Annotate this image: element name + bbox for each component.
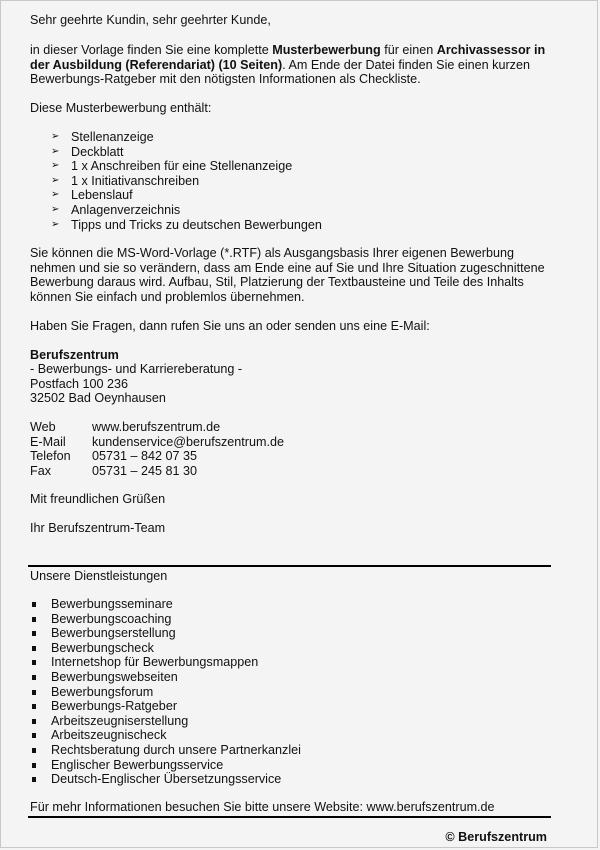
list-item-label: Bewerbungs-Ratgeber <box>51 699 178 714</box>
intro-text: in dieser Vorlage finden Sie eine komplette <box>30 43 273 57</box>
square-bullet-icon <box>32 617 36 622</box>
company-address-line1: Postfach 100 236 <box>30 377 129 391</box>
questions-text: Haben Sie Fragen, dann rufen Sie uns an oder senden uns eine E-Mail: <box>30 319 430 333</box>
list-item-label: Deutsch-Englischer Übersetzungsservice <box>51 772 282 787</box>
salutation: Sehr geehrte Kundin, sehr geehrter Kunde, <box>30 13 271 27</box>
contents-heading: Diese Musterbewerbung enthält: <box>30 101 212 115</box>
divider-bottom <box>28 816 551 818</box>
list-item <box>30 758 301 773</box>
closing: Mit freundlichen Grüßen <box>30 492 166 506</box>
arrow-bullet-icon: ➢ <box>51 174 60 186</box>
services-heading: Unsere Dienstleistungen <box>30 569 168 583</box>
list-item <box>51 203 322 218</box>
square-bullet-icon <box>32 690 36 695</box>
contact-fax <box>30 464 197 479</box>
arrow-bullet-icon: ➢ <box>51 203 60 215</box>
company-address-line2: 32502 Bad Oeynhausen <box>30 391 166 405</box>
list-item-label: Internetshop für Bewerbungsmappen <box>51 655 259 670</box>
square-bullet-icon <box>32 733 36 738</box>
list-item-label: Englischer Bewerbungsservice <box>51 757 224 772</box>
list-item <box>30 728 301 743</box>
list-item <box>30 714 301 729</box>
list-item <box>30 655 301 670</box>
square-bullet-icon <box>32 763 36 768</box>
website-link[interactable]: www.berufszentrum.de <box>92 420 221 434</box>
list-item-label: 1 x Initiativanschreiben <box>71 173 200 188</box>
contact-email <box>30 435 284 450</box>
list-item <box>30 772 301 787</box>
arrow-bullet-icon: ➢ <box>51 160 60 172</box>
list-item-label: Arbeitszeugnischeck <box>51 728 167 743</box>
square-bullet-icon <box>32 748 36 753</box>
arrow-bullet-icon: ➢ <box>51 131 60 142</box>
list-item <box>51 159 322 174</box>
list-item-label: Bewerbungswebseiten <box>51 669 178 684</box>
list-item-label: Stellenanzeige <box>71 130 154 144</box>
contact-web <box>30 420 220 435</box>
contents-list <box>51 130 322 232</box>
arrow-bullet-icon: ➢ <box>51 145 60 157</box>
list-item <box>30 699 301 714</box>
list-item-label: Lebenslauf <box>71 188 133 203</box>
usage-paragraph: Sie können die MS-Word-Vorlage (*.RTF) als Ausgangsbasis Ihrer eigenen Bewerbung nehmen und sie so verändern, dass am Ende eine auf Sie und Ihre Situation zugeschnittene Bewerbung daraus wird. Aufbau, Stil, Platzierung der Textbausteine und Teile des Inhalts können Sie einfach und problemlos übernehmen. <box>30 246 545 304</box>
intro-text: für einen <box>380 43 437 57</box>
list-item <box>30 626 301 641</box>
fax-value: 05731 – 245 81 30 <box>92 464 198 478</box>
list-item <box>51 145 322 160</box>
email-link[interactable]: kundenservice@berufszentrum.de <box>92 435 284 449</box>
list-item-label: Bewerbungserstellung <box>51 626 176 641</box>
divider-top <box>28 565 551 567</box>
arrow-bullet-icon: ➢ <box>51 218 60 230</box>
list-item-label: Anlagenverzeichnis <box>71 202 181 217</box>
square-bullet-icon <box>32 660 36 665</box>
list-item <box>51 130 322 145</box>
list-item-label: Bewerbungscoaching <box>51 611 172 626</box>
square-bullet-icon <box>32 675 36 680</box>
list-item-label: Bewerbungscheck <box>51 640 154 655</box>
signature: Ihr Berufszentrum-Team <box>30 521 166 535</box>
services-footer-note: Für mehr Informationen besuchen Sie bitte unsere Website: www.berufszentrum.de <box>30 800 495 814</box>
intro-text: . Am Ende der Datei finden Sie einen kurzen Bewerbungs-Ratgeber mit den nötigsten Informationen als Checkliste. <box>30 57 530 87</box>
list-item <box>30 670 301 685</box>
square-bullet-icon <box>32 704 36 709</box>
contact-label: Telefon <box>30 449 71 463</box>
list-item-label: Tipps und Tricks zu deutschen Bewerbungen <box>71 217 322 232</box>
list-item-label: Bewerbungsseminare <box>51 597 173 611</box>
contact-phone <box>30 449 197 464</box>
list-item <box>51 174 322 189</box>
company-tagline: - Bewerbungs- und Karriereberatung - <box>30 362 243 376</box>
copyright: © Berufszentrum <box>445 830 547 844</box>
list-item <box>51 188 322 203</box>
services-list <box>30 597 301 787</box>
intro-bold-product: Musterbewerbung <box>272 43 381 57</box>
square-bullet-icon <box>32 646 36 651</box>
list-item-label: 1 x Anschreiben für eine Stellenanzeige <box>71 159 293 174</box>
intro-paragraph <box>30 43 560 87</box>
intro-bold-position: Archivassessor in der Ausbildung (Referendariat) (10 Seiten) <box>30 43 546 72</box>
list-item <box>51 218 322 233</box>
list-item-label: Deckblatt <box>71 144 124 159</box>
square-bullet-icon <box>32 602 36 607</box>
list-item <box>30 641 301 656</box>
arrow-bullet-icon: ➢ <box>51 189 60 201</box>
square-bullet-icon <box>32 631 36 636</box>
list-item <box>30 597 301 612</box>
contact-label: Web <box>30 420 56 434</box>
phone-value: 05731 – 842 07 35 <box>92 449 198 463</box>
square-bullet-icon <box>32 777 36 782</box>
list-item-label: Arbeitszeugniserstellung <box>51 713 189 728</box>
company-name: Berufszentrum <box>30 348 119 362</box>
list-item <box>30 612 301 627</box>
contact-label: Fax <box>30 464 51 478</box>
list-item-label: Rechtsberatung durch unsere Partnerkanzlei <box>51 742 301 757</box>
square-bullet-icon <box>32 719 36 724</box>
contact-label: E-Mail <box>30 435 66 449</box>
list-item <box>30 685 301 700</box>
list-item <box>30 743 301 758</box>
list-item-label: Bewerbungsforum <box>51 684 154 699</box>
